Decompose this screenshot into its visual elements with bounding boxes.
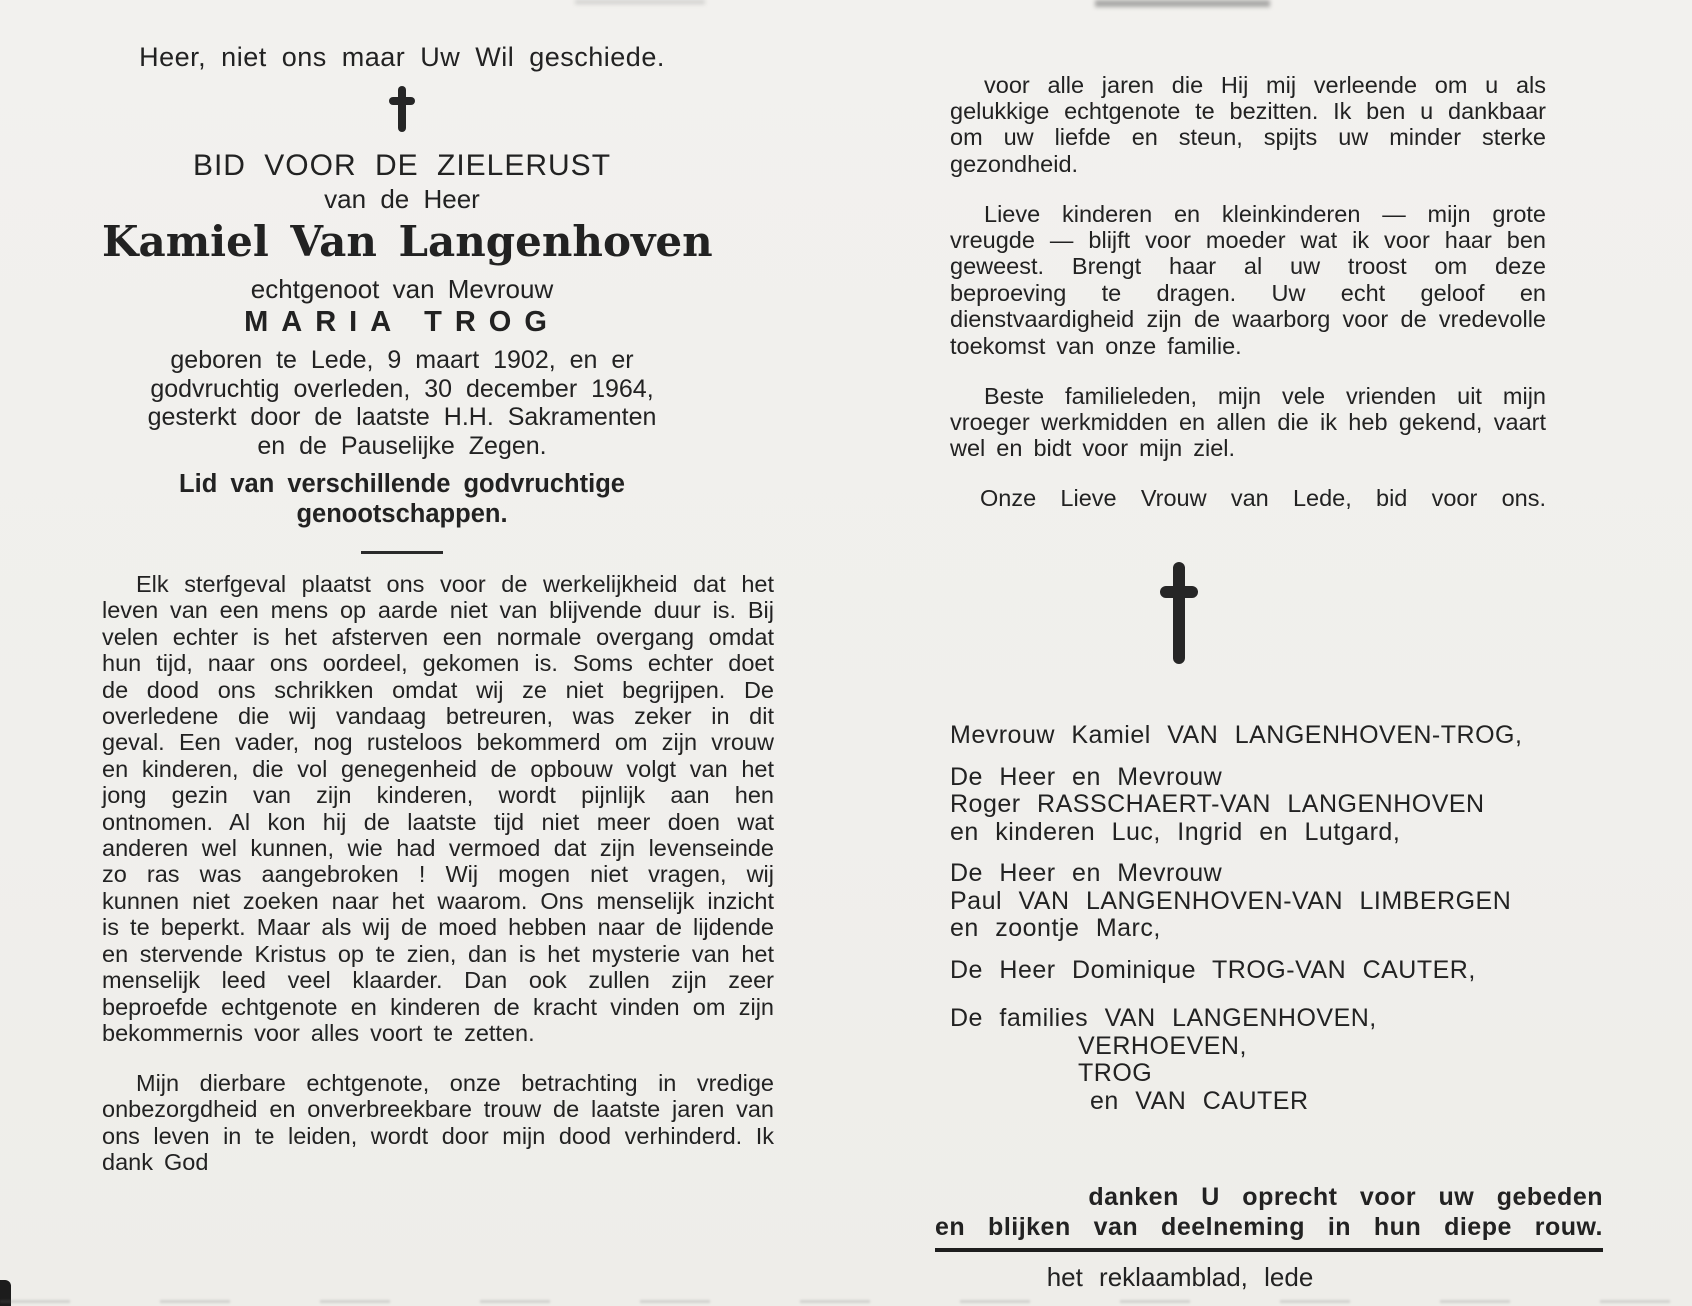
printer-imprint: het reklaamblad, lede — [1046, 1262, 1314, 1292]
mourner-line: De Heer en Mevrouw — [950, 762, 1223, 791]
mourner-line: Paul VAN LANGENHOVEN-VAN LIMBERGEN — [950, 886, 1512, 915]
memorial-header — [102, 40, 713, 554]
prayer-subheading: van de Heer — [324, 184, 480, 214]
farewell-paragraph-1: voor alle jaren die Hij mij verleende om u als gelukkige echtgenote te bezitten. Ik ben u dankbaar om uw liefde en steun, spijts uw minder sterke gezondheid. — [950, 71, 1546, 177]
cross-horizontal-bar — [1160, 586, 1198, 598]
mourners-list — [950, 722, 1546, 1115]
spouse-name: MARIA TROG — [244, 306, 560, 338]
scan-bottom-streak — [0, 1300, 1692, 1303]
obituary-paragraph-2: Mijn dierbare echtgenote, onze betrachting in vredige onbezorgdheid en onverbreekbare trouw de laatste jaren van ons leven in te leiden, wordt door mijn dood verhinderd. Ik dank God — [102, 1069, 774, 1176]
right-page — [950, 48, 1546, 1115]
cross-vertical-bar — [1173, 562, 1185, 664]
vitals-line: geboren te Lede, 9 maart 1902, en er — [170, 346, 634, 374]
mourner-families-line: en VAN CAUTER — [1090, 1086, 1309, 1115]
deceased-name: Kamiel Van Langenhoven — [102, 217, 713, 266]
vitals-line: gesterkt door de laatste H.H. Sakramenten — [147, 403, 657, 431]
acknowledgement-block — [935, 1183, 1603, 1293]
spouse-intro: echtgenoot van Mevrouw — [250, 274, 554, 304]
prayer-heading: BID VOOR DE ZIELERUST — [192, 149, 612, 182]
cross-icon — [389, 86, 415, 132]
vitals-block — [102, 346, 702, 460]
scan-smudge-top-faint — [575, 0, 705, 4]
mourner-families-line: TROG — [1078, 1059, 1153, 1088]
farewell-paragraph-2: Lieve kinderen en kleinkinderen — mijn grote vreugde — blijft voor moeder wat ik voor haar ben geweest. Brengt haar al uw troost om deze beproeving te dragen. Uw echt geloof en dienstvaardigheid zijn de waarborg voor de vredevolle toekomst van onze familie. — [950, 200, 1546, 359]
membership-line: Lid van verschillende godvruchtige — [179, 470, 625, 498]
mourner-line: en zoontje Marc, — [950, 914, 1161, 943]
mourner-line: Roger RASSCHAERT-VAN LANGENHOVEN — [950, 790, 1485, 819]
membership-block — [102, 469, 702, 529]
farewell-paragraph-3: Beste familieleden, mijn vele vrienden uit mijn vroeger werkmidden en allen die ik heb gekend, vaart wel en bidt voor mijn ziel. — [950, 382, 1546, 462]
membership-line: genootschappen. — [296, 500, 508, 528]
vitals-line: godvruchtig overleden, 30 december 1964, — [150, 374, 654, 403]
cross-horizontal-bar — [389, 97, 415, 105]
scan-smudge-top — [1095, 0, 1270, 7]
vitals-line: en de Pauselijke Zegen. — [257, 431, 547, 460]
invocation-line: Onze Lieve Vrouw van Lede, bid voor ons. — [980, 485, 1546, 512]
epigraph-text: Heer, niet ons maar Uw Wil geschiede. — [139, 42, 665, 72]
mourner-line: De Heer en Mevrouw — [950, 859, 1223, 888]
mourner-families-line: VERHOEVEN, — [1078, 1031, 1247, 1060]
printer-divider — [935, 1248, 1603, 1252]
acknowledgement-line: danken U oprecht voor uw gebeden — [1088, 1183, 1603, 1211]
obituary-paragraph-1: Elk sterfgeval plaatst ons voor de werkelijkheid dat het leven van een mens op aarde niet van blijvende duur is. Bij velen echter is het afsterven een normale overgang omdat hun tijd, naar ons oordeel, gekomen is. Soms echter doet de dood ons schrikken omdat wij ze niet begrijpen. De overledene die wij vandaag betreuren, was zeker in dit geval. Een vader, nog rusteloos bekommerd om zijn vrouw en kinderen, die vol genegenheid de opbouw volgt van het jong gezin van zijn kinderen, wordt pijnlijk aan hen ontnomen. Al kon hij de laatste tijd niet meer doen wat anderen wel kunnen, wie had vermoed dat zijn levenseinde zo ras was aangebroken ! Wij mogen niet vragen, wij kunnen niet zoeken naar het waarom. Ons menselijk inzicht is te beperkt. Maar als wij de moed hebben naar de lijdende en stervende Kristus op te zien, dan is het mysterie van het menselijk leed veel klaarder. Dan ook zullen zijn zeer beproefde echtgenote en kinderen de kracht vinden om zijn bekommernis voor alles voort te zetten. — [102, 571, 774, 1046]
mourner-line: De Heer Dominique TROG-VAN CAUTER, — [950, 955, 1476, 984]
left-page — [102, 40, 774, 1199]
cross-vertical-bar — [398, 86, 406, 132]
acknowledgement-line: en blijken van deelneming in hun diepe rouw. — [935, 1213, 1603, 1241]
mourner-widow: Mevrouw Kamiel VAN LANGENHOVEN-TROG, — [950, 721, 1523, 750]
mourner-families-line: De families VAN LANGENHOVEN, — [950, 1004, 1377, 1033]
mourner-line: en kinderen Luc, Ingrid en Lutgard, — [950, 817, 1401, 846]
cross-icon — [1160, 562, 1198, 664]
section-divider — [361, 551, 443, 554]
